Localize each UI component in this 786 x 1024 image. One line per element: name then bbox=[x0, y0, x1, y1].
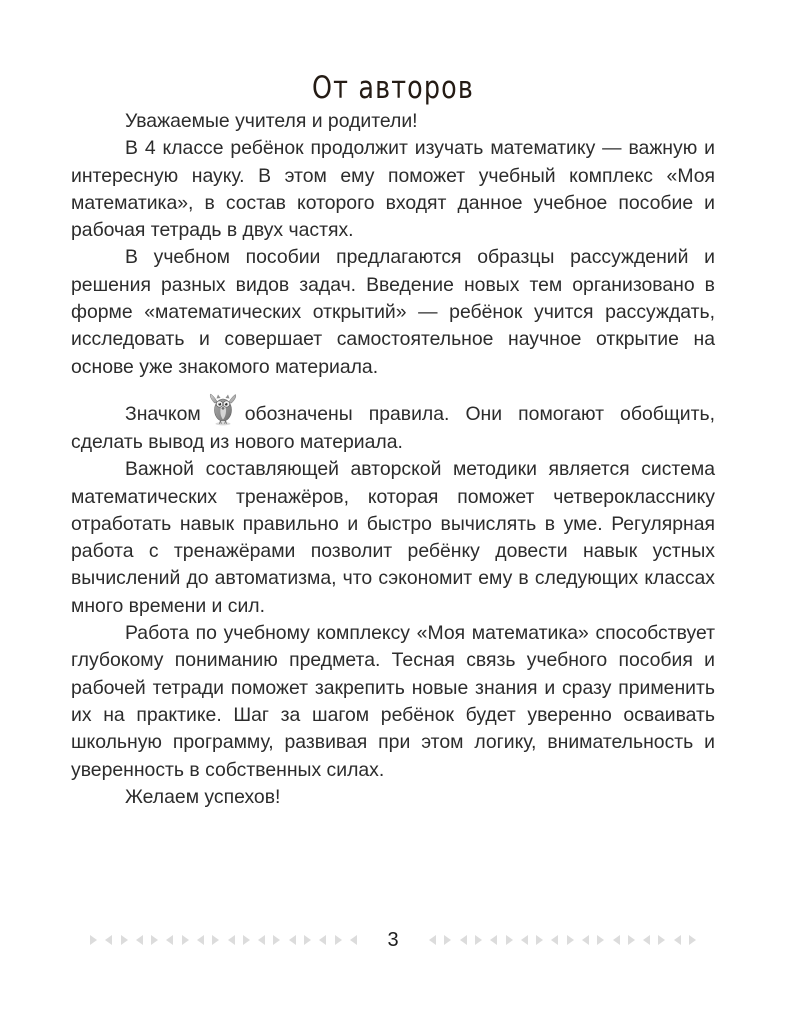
ornament-triangle-right-icon bbox=[335, 935, 342, 945]
ornament-triangle-right-icon bbox=[597, 935, 604, 945]
paragraph-trainers: Важной составляющей авторской методики является система математических тренажёров, которая поможет четверокласснику отработать навык правильно и быстро вычислять в уме. Регулярная работа с тренажёрами позволит ребёнку довести навык устных вычислений до автоматизма, что сэкономит ему в следующих классах много времени и сил. bbox=[71, 458, 715, 617]
ornament-triangle-right-icon bbox=[151, 935, 158, 945]
page-title: От авторов bbox=[312, 69, 474, 106]
ornament-triangle-right-icon bbox=[567, 935, 574, 945]
ornament-triangle-left-icon bbox=[674, 935, 681, 945]
ornament-triangle-left-icon bbox=[521, 935, 528, 945]
ornament-triangle-right-icon bbox=[90, 935, 97, 945]
ornament-triangle-left-icon bbox=[551, 935, 558, 945]
ornament-triangle-left-icon bbox=[197, 935, 204, 945]
ornament-triangle-right-icon bbox=[304, 935, 311, 945]
page-number: 3 bbox=[387, 929, 399, 951]
paragraph-owl-marker bbox=[71, 395, 715, 456]
ornament-triangle-left-icon bbox=[350, 935, 357, 945]
ornament-triangle-left-icon bbox=[460, 935, 467, 945]
ornament-triangle-right-icon bbox=[273, 935, 280, 945]
ornament-triangle-left-icon bbox=[105, 935, 112, 945]
ornament-triangle-right-icon bbox=[182, 935, 189, 945]
ornament-triangle-left-icon bbox=[490, 935, 497, 945]
ornament-triangle-left-icon bbox=[429, 935, 436, 945]
ornament-triangle-left-icon bbox=[289, 935, 296, 945]
ornament-triangle-left-icon bbox=[258, 935, 265, 945]
paragraph-textbook-samples: В учебном пособии предлагаются образцы рассуждений и решения разных видов задач. Введение новых тем организовано в форме «математических открытий» — ребёнок учится рассуждать, исследовать и совершает самостоятельное научное открытие на основе уже знакомого материала. bbox=[71, 246, 715, 378]
ornament-triangle-left-icon bbox=[136, 935, 143, 945]
ornament-triangle-left-icon bbox=[166, 935, 173, 945]
ornament-triangle-right-icon bbox=[689, 935, 696, 945]
ornament-triangle-left-icon bbox=[319, 935, 326, 945]
ornament-triangle-right-icon bbox=[444, 935, 451, 945]
owl-icon bbox=[208, 392, 238, 426]
ornament-triangle-right-icon bbox=[212, 935, 219, 945]
ornament-triangle-right-icon bbox=[628, 935, 635, 945]
ornament-triangle-left-icon bbox=[613, 935, 620, 945]
ornament-triangle-right-icon bbox=[475, 935, 482, 945]
paragraph-complex-benefits: Работа по учебному комплексу «Моя математика» способствует глубокому пониманию предмета. Тесная связь учебного пособия и рабочей тетради поможет закрепить новые знания и сразу применить их на практике. Шаг за шагом ребёнок будет уверенно осваивать школьную программу, развивая при этом логику, внимательность и уверенность в собственных силах. bbox=[71, 622, 715, 781]
owl-paragraph-text-after: обозначены правила. Они помогают обобщить, сделать вывод из нового материала. bbox=[71, 402, 715, 453]
page-footer bbox=[0, 925, 786, 955]
footer-ornament-left bbox=[86, 935, 361, 945]
ornament-triangle-right-icon bbox=[658, 935, 665, 945]
ornament-triangle-left-icon bbox=[643, 935, 650, 945]
owl-paragraph-text-before: Значком bbox=[125, 402, 201, 425]
paragraph-intro: В 4 классе ребёнок продолжит изучать математику — важную и интересную науку. В этом ему поможет учебный комплекс «Моя математика», в состав которого входят данное учебное пособие и рабочая тетрадь в двух частях. bbox=[71, 137, 715, 242]
ornament-triangle-left-icon bbox=[582, 935, 589, 945]
ornament-triangle-left-icon bbox=[228, 935, 235, 945]
ornament-triangle-right-icon bbox=[506, 935, 513, 945]
ornament-triangle-right-icon bbox=[536, 935, 543, 945]
footer-ornament-right bbox=[425, 935, 700, 945]
body-text-column bbox=[71, 108, 715, 811]
ornament-triangle-right-icon bbox=[243, 935, 250, 945]
paragraph-greeting: Уважаемые учителя и родители! bbox=[125, 110, 418, 132]
ornament-triangle-right-icon bbox=[121, 935, 128, 945]
paragraph-wish: Желаем успехов! bbox=[125, 785, 281, 808]
